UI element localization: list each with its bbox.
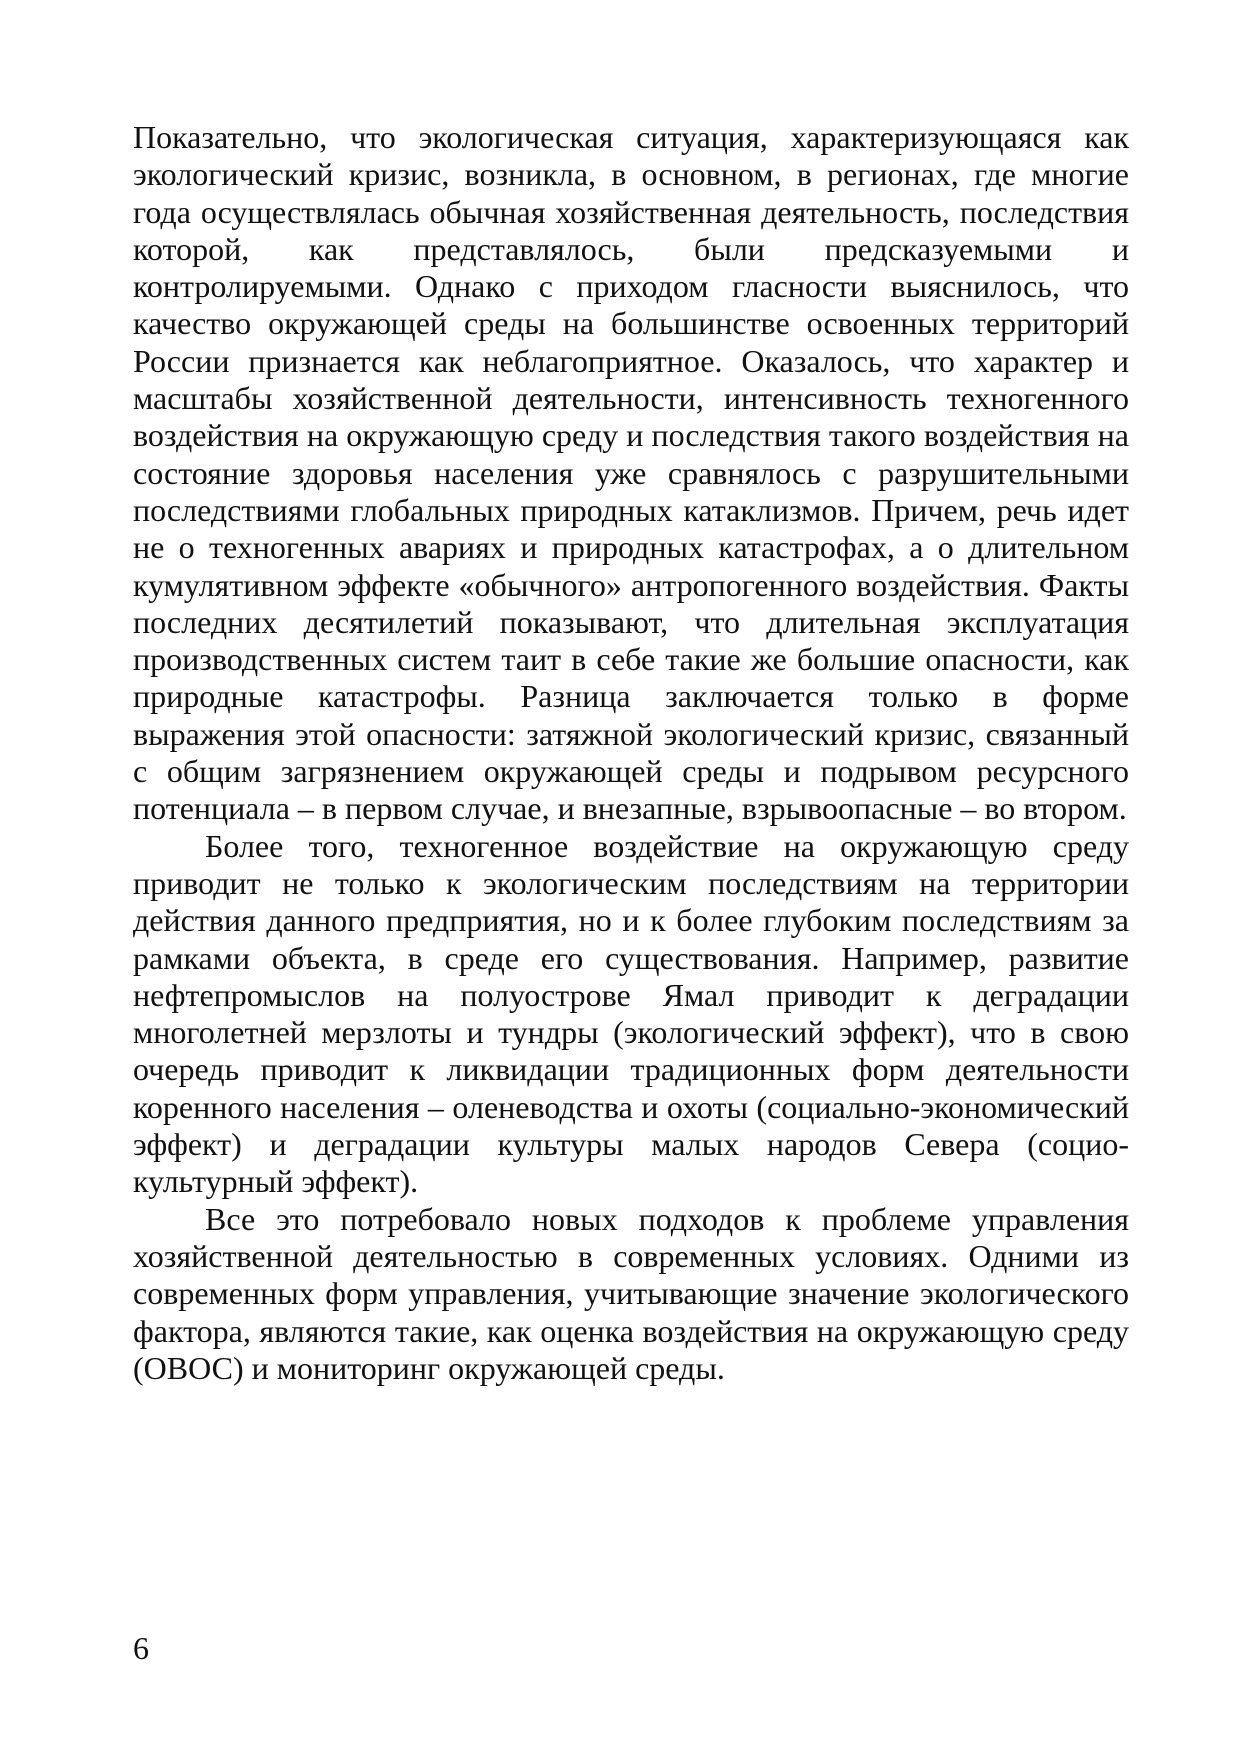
paragraph-2: Более того, техногенное воздействие на окружающую среду приводит не только к экологическим последствиям на территории действия данного предприятия, но и к более глубоким последствиям за рамками объекта, в среде его существования. Например, развитие нефтепромыслов на полуострове Ямал приводит к деградации многолетней мерзлоты и тундры (экологический эффект), что в свою очередь приводит к ликвидации традиционных форм деятельности коренного населения – оленеводства и охоты (социально-экономический эффект) и деградации культуры малых народов Севера (социо- культурный эффект). <box>133 827 1129 1200</box>
page-number: 6 <box>133 1630 149 1666</box>
paragraph-3: Все это потребовало новых подходов к проблеме управления хозяйственной деятельностью в современных условиях. Одними из современных форм управления, учитывающие значение экологического фактора, являются такие, как оценка воздействия на окружающую среду (ОВОС) и мониторинг окружающей среды. <box>133 1200 1129 1386</box>
document-body <box>133 119 1129 1387</box>
paragraph-1: Показательно, что экологическая ситуация, характеризующаяся как экологический кризис, возникла, в основном, в регионах, где многие года осуществлялась обычная хозяйственная деятельность, последствия которой, как представлялось, были предсказуемыми и контролируемыми. Однако с приходом гласности выяснилось, что качество окружающей среды на большинстве освоенных территорий России признается как неблагоприятное. Оказалось, что характер и масштабы хозяйственной деятельности, интенсивность техногенного воздействия на окружающую среду и последствия такого воздействия на состояние здоровья населения уже сравнялось с разрушительными последствиями глобальных природных катаклизмов. Причем, речь идет не о техногенных авариях и природных катастрофах, а о длительном кумулятивном эффекте «обычного» антропогенного воздействия. Факты последних десятилетий показывают, что длительная эксплуатация производственных систем таит в себе такие же большие опасности, как природные катастрофы. Разница заключается только в форме выражения этой опасности: затяжной экологический кризис, связанный с общим загрязнением окружающей среды и подрывом ресурсного потенциала – в первом случае, и внезапные, взрывоопасные – во втором. <box>133 119 1129 827</box>
